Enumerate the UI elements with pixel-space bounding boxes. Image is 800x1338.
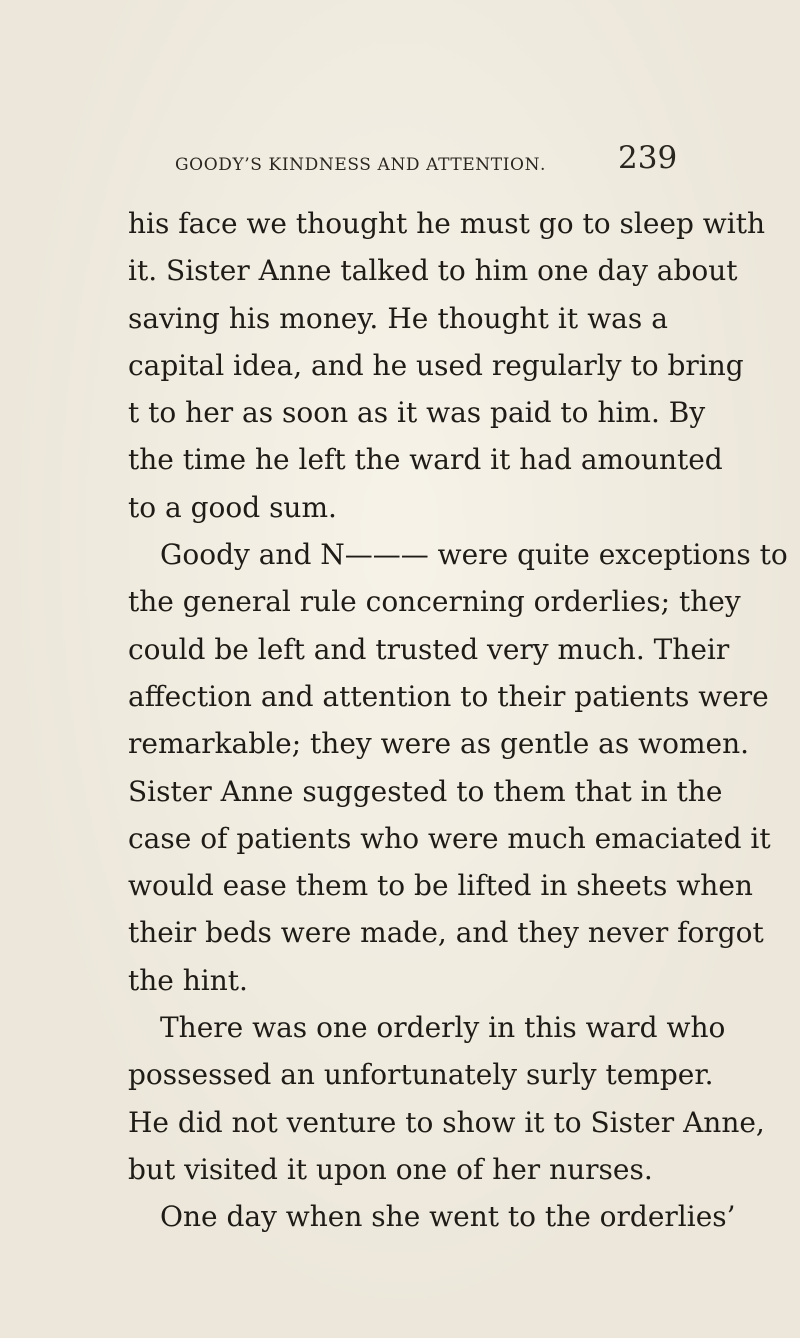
text-line: saving his money. He thought it was a [128, 301, 668, 335]
text-line: would ease them to be lifted in sheets when [128, 869, 753, 903]
text-line: capital idea, and he used regularly to bring [128, 348, 744, 382]
text-line: his face we thought he must go to sleep with [128, 207, 765, 240]
body-text [128, 200, 788, 1241]
text-line: Goody and N——— were quite exceptions to [160, 538, 788, 572]
text-line: but visited it upon one of her nurses. [128, 1152, 653, 1186]
text-line: could be left and trusted very much. Their [128, 632, 730, 666]
text-line: to a good sum. [128, 490, 337, 524]
text-line: He did not venture to show it to Sister Anne, [128, 1105, 765, 1139]
text-line: One day when she went to the orderlies’ [160, 1200, 736, 1234]
text-line: their beds were made, and they never forgot [128, 916, 764, 950]
text-line: the general rule concerning orderlies; they [128, 585, 741, 619]
text-line: it. Sister Anne talked to him one day about [128, 254, 738, 288]
text-line: the time he left the ward it had amounted [128, 443, 723, 477]
text-line: Sister Anne suggested to them that in the [128, 774, 723, 808]
running-head: goody’s kindness and attention. [175, 148, 547, 176]
page-number: 239 [618, 140, 678, 176]
text-line: affection and attention to their patients were [128, 679, 769, 713]
text-line: t to her as soon as it was paid to him. By [128, 396, 706, 430]
text-line: the hint. [128, 963, 248, 997]
page-header [0, 140, 800, 180]
text-line: case of patients who were much emaciated it [128, 821, 771, 855]
text-line: remarkable; they were as gentle as women. [128, 727, 750, 761]
text-line: There was one orderly in this ward who [160, 1011, 726, 1045]
text-line: possessed an unfortunately surly temper. [128, 1058, 714, 1092]
